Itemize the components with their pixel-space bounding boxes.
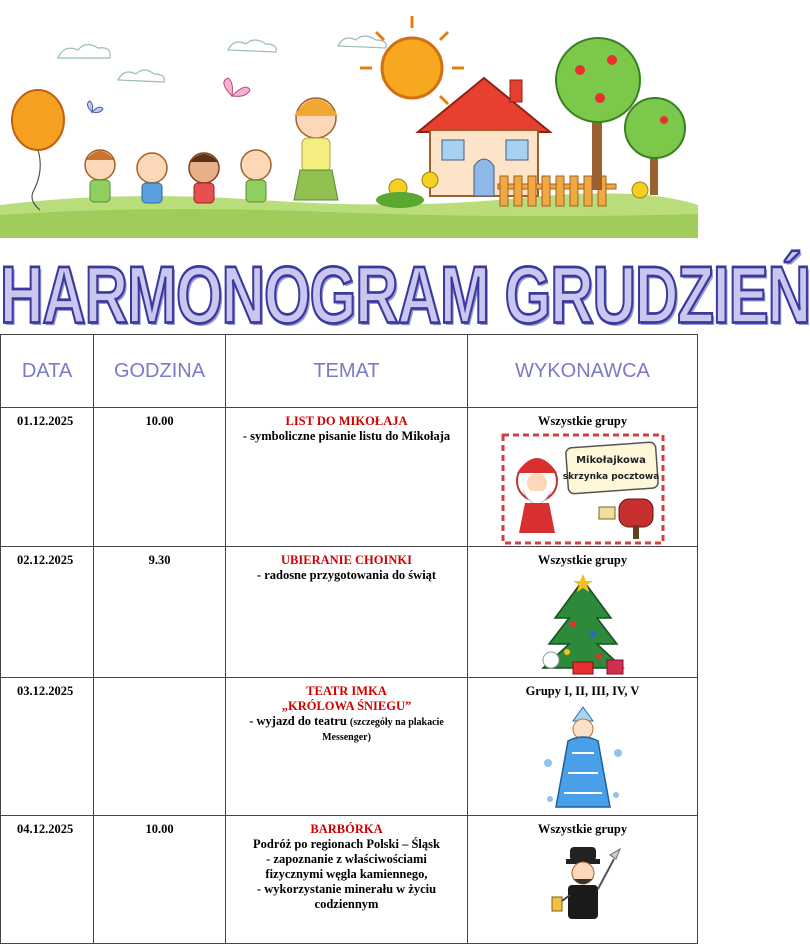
snow-queen-icon (538, 703, 628, 815)
performer: Grupy I, II, III, IV, V (525, 684, 640, 698)
topic-line: fizycznymi węgla kamiennego, (265, 867, 428, 881)
row-date: 03.12.2025 (17, 684, 74, 698)
christmas-tree-icon (533, 572, 633, 676)
column-header-performer: WYKONAWCA (468, 335, 698, 408)
column-header-time: GODZINA (94, 335, 226, 408)
topic-title: BARBÓRKA (310, 822, 383, 836)
image-caption-line2: skrzynka pocztowa (562, 472, 659, 482)
column-header-date: DATA (1, 335, 94, 408)
image-caption-line1: Mikołajkowa (575, 455, 646, 466)
row-time: 10.00 (145, 414, 174, 428)
topic-title: UBIERANIE CHOINKI (281, 553, 412, 567)
performer: Wszystkie grupy (537, 822, 628, 836)
table-row (1, 408, 698, 547)
topic-line: - wykorzystanie minerału w życiu (256, 882, 437, 896)
topic-note: (szczegóły na plakacie Messenger) (322, 717, 444, 743)
topic-line: - wyjazd do teatru (249, 714, 347, 728)
topic-line: - zapoznanie z właściwościami (266, 852, 427, 866)
teacher-icon (294, 98, 338, 200)
row-time: 9.30 (148, 553, 171, 567)
performer: Wszystkie grupy (537, 553, 628, 567)
row-date: 04.12.2025 (17, 822, 74, 836)
topic-line: - symboliczne pisanie listu do Mikołaja (242, 429, 451, 443)
balloon-icon (12, 90, 64, 210)
butterfly-icon (87, 78, 250, 113)
topic-line: - radosne przygotowania do świąt (256, 568, 437, 582)
table-row (1, 816, 698, 944)
table-row (1, 547, 698, 678)
topic-title: TEATR IMKA (306, 684, 387, 698)
row-time (94, 678, 225, 684)
children-icon (85, 150, 271, 203)
mailbox-santa-icon (501, 433, 665, 545)
topic-subtitle: „KRÓLOWA ŚNIEGU” (281, 699, 412, 713)
table-row (1, 678, 698, 816)
performer: Wszystkie grupy (537, 414, 628, 428)
topic-line: codziennym (314, 897, 379, 911)
topic-title: LIST DO MIKOŁAJA (285, 414, 408, 428)
table-header-row (1, 335, 698, 408)
schedule-table (0, 334, 698, 944)
row-time: 10.00 (145, 822, 174, 836)
row-date: 02.12.2025 (17, 553, 74, 567)
kindergarten-banner (0, 0, 698, 238)
cloud-icon (58, 36, 386, 82)
apple-tree-icon (556, 38, 685, 195)
column-header-topic: TEMAT (226, 335, 468, 408)
miner-icon (538, 841, 628, 925)
page-title: HARMONOGRAM GRUDZIEŃ (0, 249, 810, 340)
topic-line: Podróż po regionach Polski – Śląsk (253, 837, 440, 851)
row-date: 01.12.2025 (17, 414, 74, 428)
sun-icon (360, 16, 464, 104)
